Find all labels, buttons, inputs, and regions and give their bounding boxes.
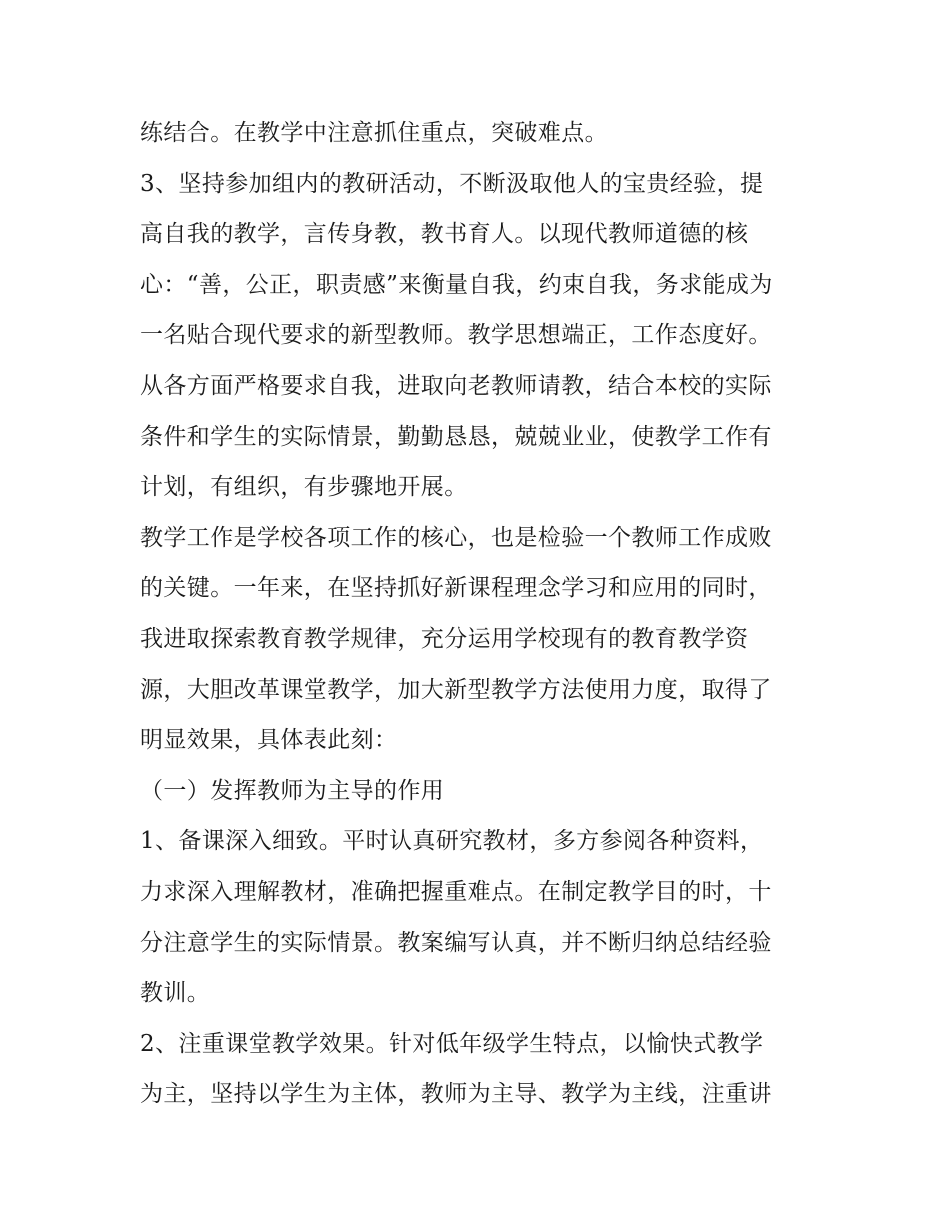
text-line: 心：“善，公正，职责感”来衡量自我，约束自我，务求能成为 <box>140 271 773 298</box>
text-line: 我进取探索教育教学规律，充分运用学校现有的教育教学资 <box>140 625 749 652</box>
text-line: 分注意学生的实际情景。教案编写认真，并不断归纳总结经验 <box>140 929 772 956</box>
text-line: 高自我的教学，言传身教，教书育人。以现代教师道德的核 <box>140 221 749 248</box>
text-line: 力求深入理解教材，准确把握重难点。在制定教学目的时，十 <box>140 878 772 905</box>
text-line: 2、注重课堂教学效果。针对低年级学生特点，以愉快式教学 <box>140 1030 764 1057</box>
text-line: 明显效果，具体表此刻： <box>140 727 398 754</box>
text-line: 的关键。一年来，在坚持抓好新课程理念学习和应用的同时， <box>140 575 772 602</box>
text-line: 源，大胆改革课堂教学，加大新型教学方法使用力度，取得了 <box>140 676 772 703</box>
text-line: 教训。 <box>140 980 211 1007</box>
text-line: 从各方面严格要求自我，进取向老教师请教，结合本校的实际 <box>140 372 772 399</box>
text-line: 练结合。在教学中注意抓住重点，突破难点。 <box>140 120 608 146</box>
text-line: 一名贴合现代要求的新型教师。教学思想端正，工作态度好。 <box>140 322 772 349</box>
body-text <box>140 108 820 1120</box>
text-line: 1、备课深入细致。平时认真研究教材，多方参阅各种资料， <box>140 828 764 855</box>
text-line: 计划，有组织，有步骤地开展。 <box>140 474 468 501</box>
text-line: 教学工作是学校各项工作的核心，也是检验一个教师工作成败 <box>140 524 772 551</box>
text-line: 为主，坚持以学生为主体，教师为主导、教学为主线，注重讲 <box>140 1081 772 1108</box>
section-heading: （一）发挥教师为主导的作用 <box>140 777 445 804</box>
text-line: 条件和学生的实际情景，勤勤恳恳，兢兢业业，使教学工作有 <box>140 423 772 450</box>
text-line: 3、坚持参加组内的教研活动，不断汲取他人的宝贵经验，提 <box>140 170 764 197</box>
